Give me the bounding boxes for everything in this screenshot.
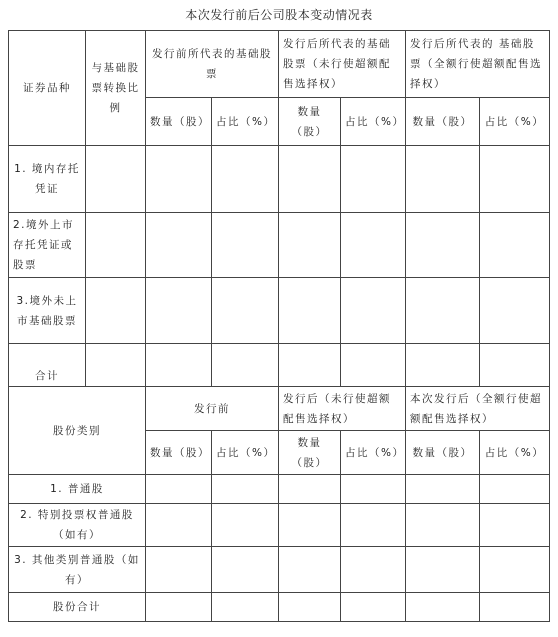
subheader-qty: 数量（股） (146, 98, 212, 146)
header-before-issue: 发行前所代表的基础股票 (146, 31, 279, 98)
table-cell (146, 504, 212, 547)
table-cell (406, 278, 480, 344)
subheader-pct: 占比（%） (341, 431, 406, 475)
table-cell (212, 593, 279, 622)
table-cell (146, 344, 212, 387)
subheader-pct: 占比（%） (212, 431, 279, 475)
subheader-qty: 数量（股） (406, 98, 480, 146)
header-after-issue-no-option-2: 发行后（未行使超额配售选择权） (279, 387, 406, 431)
table-cell (406, 344, 480, 387)
header-share-class: 股份类别 (9, 387, 146, 475)
table-cell (146, 213, 212, 278)
table-cell (406, 547, 480, 593)
table-cell (279, 504, 341, 547)
row-label-common-stock: 1. 普通股 (9, 475, 146, 504)
table-cell (341, 278, 406, 344)
row-label-special-voting-stock: 2. 特别投票权普通股（如有） (9, 504, 146, 547)
table-cell (279, 344, 341, 387)
subheader-pct: 占比（%） (480, 431, 550, 475)
subheader-qty: 数量（股） (279, 431, 341, 475)
row-label-overseas-unlisted: 3.境外未上市基础股票 (9, 278, 86, 344)
table-cell (86, 146, 146, 213)
table-cell (279, 593, 341, 622)
subheader-qty: 数量（股） (279, 98, 341, 146)
table-cell (480, 593, 550, 622)
subheader-pct: 占比（%） (480, 98, 550, 146)
table-cell (406, 213, 480, 278)
table-cell (279, 278, 341, 344)
subheader-pct: 占比（%） (341, 98, 406, 146)
table-cell (406, 475, 480, 504)
table-cell (212, 146, 279, 213)
table-cell (212, 504, 279, 547)
table-cell (279, 146, 341, 213)
table-cell (480, 475, 550, 504)
table-cell (212, 213, 279, 278)
row-label-domestic-dr: 1. 境内存托凭证 (9, 146, 86, 213)
table-cell (146, 475, 212, 504)
table-cell (480, 547, 550, 593)
table-cell (146, 278, 212, 344)
table-cell (406, 593, 480, 622)
subheader-qty: 数量（股） (146, 431, 212, 475)
table-cell (406, 146, 480, 213)
subheader-qty: 数量（股） (406, 431, 480, 475)
row-label-share-total: 股份合计 (9, 593, 146, 622)
table-cell (480, 146, 550, 213)
header-after-issue-full-option-2: 本次发行后（全额行使超额配售选择权） (406, 387, 550, 431)
header-after-issue-full-option: 发行后所代表的 基础股票（全额行使超额配售选择权） (406, 31, 550, 98)
table-cell (86, 344, 146, 387)
table-cell (146, 146, 212, 213)
table-cell (406, 504, 480, 547)
header-before-issue-2: 发行前 (146, 387, 279, 431)
row-label-total: 合计 (9, 344, 86, 387)
table-cell (341, 213, 406, 278)
table-cell (146, 593, 212, 622)
table-cell (341, 344, 406, 387)
table-cell (146, 547, 212, 593)
share-change-table (8, 30, 550, 622)
table-cell (341, 504, 406, 547)
table-cell (341, 593, 406, 622)
header-after-issue-no-option: 发行后所代表的基础股票（未行使超额配售选择权） (279, 31, 406, 98)
header-conversion-ratio: 与基础股票转换比例 (86, 31, 146, 146)
table-cell (86, 278, 146, 344)
table-cell (212, 344, 279, 387)
table-cell (341, 475, 406, 504)
table-cell (480, 344, 550, 387)
table-cell (341, 146, 406, 213)
row-label-overseas-listed: 2.境外上市存托凭证或股票 (9, 213, 86, 278)
table-cell (480, 213, 550, 278)
table-cell (279, 213, 341, 278)
table-cell (480, 504, 550, 547)
table-cell (279, 475, 341, 504)
table-cell (86, 213, 146, 278)
page-title: 本次发行前后公司股本变动情况表 (185, 8, 373, 22)
table-cell (212, 475, 279, 504)
header-security-type: 证券品种 (9, 31, 86, 146)
table-cell (341, 547, 406, 593)
table-cell (480, 278, 550, 344)
table-cell (212, 278, 279, 344)
row-label-other-class-stock: 3. 其他类别普通股（如有） (9, 547, 146, 593)
table-cell (212, 547, 279, 593)
table-cell (279, 547, 341, 593)
subheader-pct: 占比（%） (212, 98, 279, 146)
